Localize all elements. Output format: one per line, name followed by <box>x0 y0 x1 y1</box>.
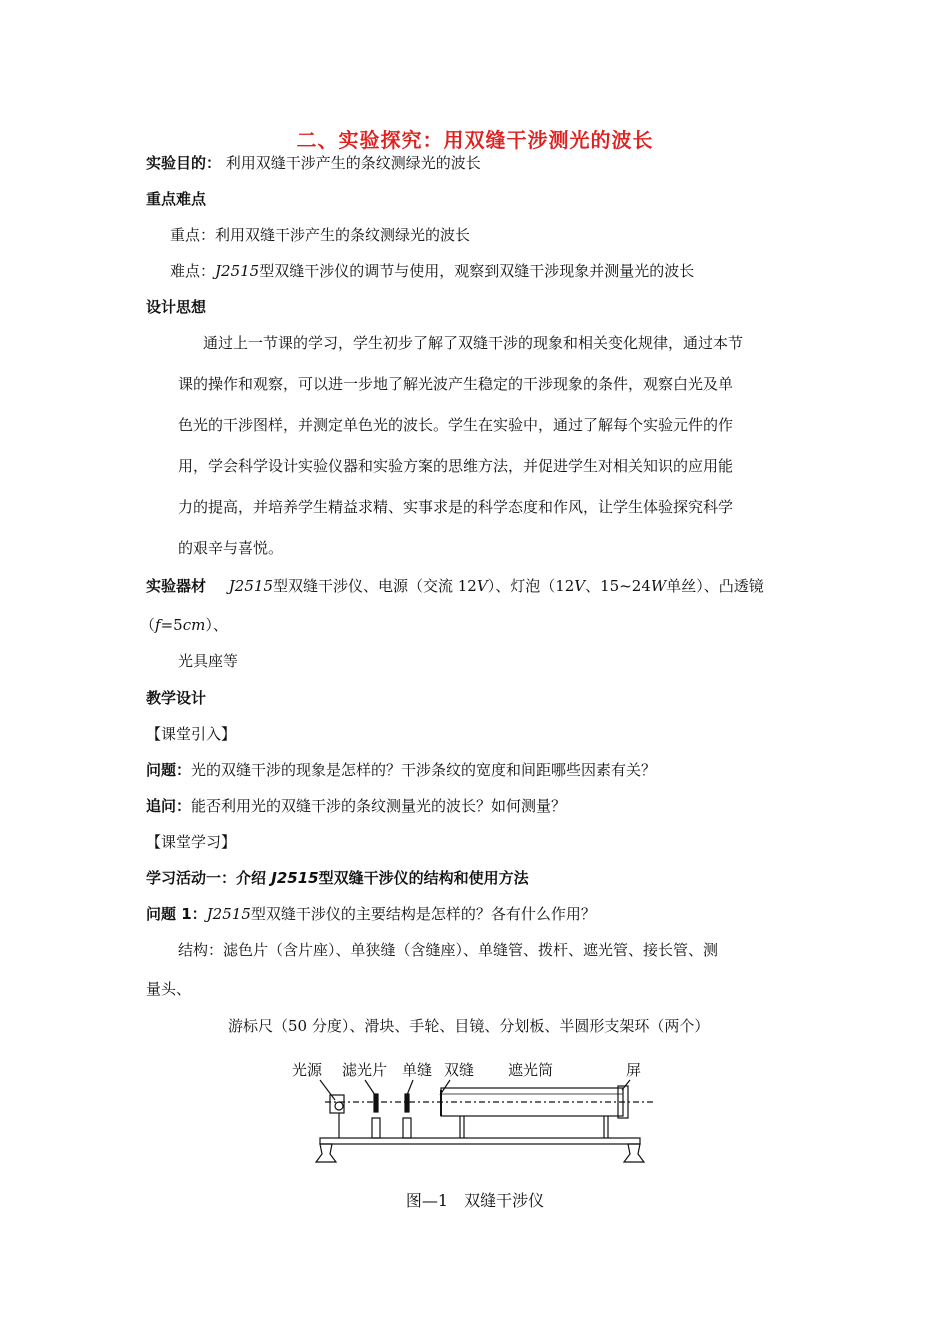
structure-line-2: 量头、 <box>146 980 192 998</box>
teaching-heading: 教学设计 <box>146 689 207 707</box>
unit-cm: cm <box>182 616 206 634</box>
double-slit-apparatus-diagram <box>280 1050 660 1170</box>
focal-variable: f <box>155 616 161 634</box>
filter-element <box>374 1094 378 1112</box>
label-light-shield-tube: 遮光筒 <box>508 1061 554 1079</box>
equipment-model: J2515 <box>228 577 273 595</box>
focus-line: 重点：利用双缝干涉产生的条纹测绿光的波长 <box>170 226 471 244</box>
filter-post <box>372 1118 380 1138</box>
design-line-1: 通过上一节课的学习，学生初步了解了双缝干涉的现象和相关变化规律，通过本节 <box>203 334 744 352</box>
unit-watt: W <box>650 577 667 595</box>
leader-line <box>320 1080 335 1100</box>
unit-volt: V <box>476 577 488 595</box>
figure-caption: 图—1 双缝干涉仪 <box>405 1191 545 1210</box>
difficulty-line <box>170 261 694 281</box>
leader-line <box>407 1080 413 1095</box>
label-double-slit: 双缝 <box>444 1061 475 1079</box>
intro-tag: 【课堂引入】 <box>146 725 237 743</box>
design-heading: 设计思想 <box>146 298 207 316</box>
bulb-icon <box>335 1102 343 1110</box>
equipment-text-b: ）、灯泡（12 <box>487 577 575 595</box>
bench-foot-left <box>316 1144 336 1162</box>
equipment-heading: 实验器材 <box>146 577 207 595</box>
equipment-line-2 <box>140 615 228 635</box>
question-text: 光的双缝干涉的现象是怎样的？干涉条纹的宽度和间距哪些因素有关？ <box>191 761 657 779</box>
objective-text: 利用双缝干涉产生的条纹测绿光的波长 <box>225 154 481 172</box>
design-line-5: 力的提高，并培养学生精益求精、实事求是的科学态度和作风，让学生体验探究科学 <box>178 498 734 516</box>
design-line-6: 的艰辛与喜悦。 <box>178 539 284 557</box>
bench-foot-right <box>624 1144 644 1162</box>
question-1-line <box>146 904 596 924</box>
leader-line <box>365 1080 375 1095</box>
equipment-text-f: ）、 <box>205 616 228 634</box>
difficulty-prefix: 难点： <box>170 262 216 280</box>
label-screen: 屏 <box>626 1061 642 1079</box>
design-line-2: 课的操作和观察，可以进一步地了解光波产生稳定的干涉现象的条件，观察白光及单 <box>178 375 734 393</box>
key-points-heading: 重点难点 <box>146 190 207 208</box>
followup-line <box>146 796 566 816</box>
followup-text: 能否利用光的双缝干涉的条纹测量光的波长？如何测量？ <box>191 797 567 815</box>
objective-line <box>146 153 481 173</box>
single-slit-element <box>405 1094 409 1112</box>
activity-1-text-a: 学习活动一：介绍 <box>146 869 272 887</box>
activity-1-text-b: 型双缝干涉仪的结构和使用方法 <box>318 869 529 887</box>
equipment-paren: （ <box>140 616 156 634</box>
equipment-line-3: 光具座等 <box>178 652 239 670</box>
study-tag: 【课堂学习】 <box>146 833 237 851</box>
label-filter: 滤光片 <box>342 1061 388 1079</box>
structure-line-1: 结构：滤色片（含片座）、单狭缝（含缝座）、单缝管、拨杆、遮光管、接长管、测 <box>178 941 719 959</box>
activity-1-heading <box>146 868 529 888</box>
difficulty-text: 型双缝干涉仪的调节与使用，观察到双缝干涉现象并测量光的波长 <box>259 262 695 280</box>
equipment-text-d: 单丝）、凸透镜 <box>666 577 764 595</box>
question-line <box>146 760 656 780</box>
question-label: 问题： <box>146 761 192 779</box>
optical-bench-rail <box>320 1138 640 1144</box>
activity-1-model: J2515 <box>271 869 319 887</box>
question-1-text: 型双缝干涉仪的主要结构是怎样的？各有什么作用？ <box>250 905 596 923</box>
objective-label: 实验目的： <box>146 154 222 172</box>
label-light-source: 光源 <box>292 1061 323 1079</box>
equipment-text-e: =5 <box>160 616 183 634</box>
difficulty-model: J2515 <box>215 262 260 280</box>
page-title: 二、实验探究：用双缝干涉测光的波长 <box>296 128 654 152</box>
label-single-slit: 单缝 <box>402 1061 433 1079</box>
equipment-text-a: 型双缝干涉仪、电源（交流 12 <box>272 577 477 595</box>
design-line-3: 色光的干涉图样，并测定单色光的波长。学生在实验中，通过了解每个实验元件的作 <box>178 416 734 434</box>
followup-label: 追问： <box>146 797 192 815</box>
single-slit-post <box>403 1118 411 1138</box>
question-1-label: 问题 1： <box>146 905 207 923</box>
design-line-4: 用，学会科学设计实验仪器和实验方案的思维方法，并促进学生对相关知识的应用能 <box>178 457 734 475</box>
unit-volt: V <box>574 577 586 595</box>
question-1-model: J2515 <box>206 905 251 923</box>
equipment-line-1 <box>146 576 764 596</box>
equipment-text-c: 、15~24 <box>585 577 651 595</box>
structure-line-3: 游标尺（50 分度）、滑块、手轮、目镜、分划板、半圆形支架环（两个） <box>228 1017 710 1035</box>
